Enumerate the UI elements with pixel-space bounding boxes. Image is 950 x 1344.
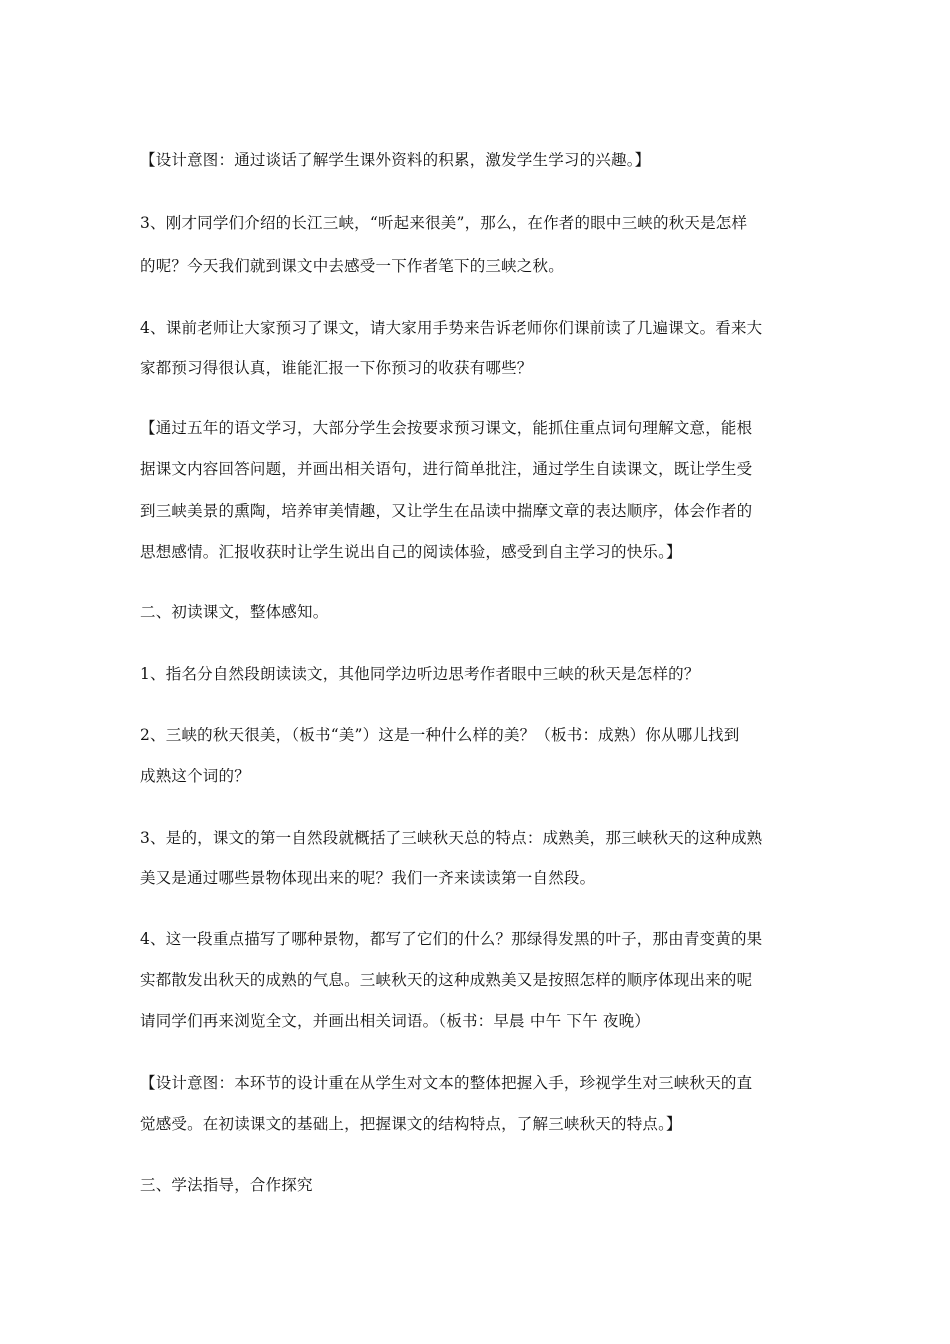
paragraph-line: 美又是通过哪些景物体现出来的呢？我们一齐来读读第一自然段。: [140, 869, 596, 887]
paragraph-line: 4、课前老师让大家预习了课文，请大家用手势来告诉老师你们课前读了几遍课文。看来大: [140, 319, 763, 337]
annotation-line: 到三峡美景的熏陶，培养审美情趣，又让学生在品读中揣摩文章的表达顺序，体会作者的: [140, 502, 753, 520]
paragraph-line: 3、刚才同学们介绍的长江三峡，“听起来很美”，那么，在作者的眼中三峡的秋天是怎样: [140, 214, 748, 232]
section-heading: 二、初读课文，整体感知。: [140, 603, 329, 621]
paragraph-line: 2、三峡的秋天很美，（板书“美”）这是一种什么样的美？（板书：成熟）你从哪儿找到: [140, 726, 740, 744]
design-intent-note-line: 【设计意图：通过谈话了解学生课外资料的积累，激发学生学习的兴趣。】: [140, 151, 651, 169]
paragraph-line: 成熟这个词的？: [140, 767, 250, 785]
design-intent-note-line: 【设计意图：本环节的设计重在从学生对文本的整体把握入手，珍视学生对三峡秋天的直: [140, 1074, 753, 1092]
paragraph-line: 请同学们再来浏览全文，并画出相关词语。（板书：早晨 中午 下午 夜晚）: [140, 1012, 651, 1030]
section-heading: 三、学法指导，合作探究: [140, 1176, 313, 1194]
annotation-line: 据课文内容回答问题，并画出相关语句，进行简单批注，通过学生自读课文，既让学生受: [140, 460, 753, 478]
paragraph-line: 4、这一段重点描写了哪种景物，都写了它们的什么？那绿得发黑的叶子，那由青变黄的果: [140, 930, 763, 948]
paragraph-line: 家都预习得很认真，谁能汇报一下你预习的收获有哪些？: [140, 359, 533, 377]
paragraph-line: 的呢？今天我们就到课文中去感受一下作者笔下的三峡之秋。: [140, 257, 564, 275]
paragraph-line: 3、是的，课文的第一自然段就概括了三峡秋天总的特点：成熟美，那三峡秋天的这种成熟: [140, 829, 763, 847]
design-intent-note-line: 觉感受。在初读课文的基础上，把握课文的结构特点，了解三峡秋天的特点。】: [140, 1115, 682, 1133]
annotation-line: 思想感情。汇报收获时让学生说出自己的阅读体验，感受到自主学习的快乐。】: [140, 543, 682, 561]
annotation-line: 【通过五年的语文学习，大部分学生会按要求预习课文，能抓住重点词句理解文意，能根: [140, 419, 753, 437]
paragraph-line: 实都散发出秋天的成熟的气息。三峡秋天的这种成熟美又是按照怎样的顺序体现出来的呢: [140, 971, 753, 989]
paragraph-line: 1、指名分自然段朗读读文，其他同学边听边思考作者眼中三峡的秋天是怎样的？: [140, 665, 700, 683]
